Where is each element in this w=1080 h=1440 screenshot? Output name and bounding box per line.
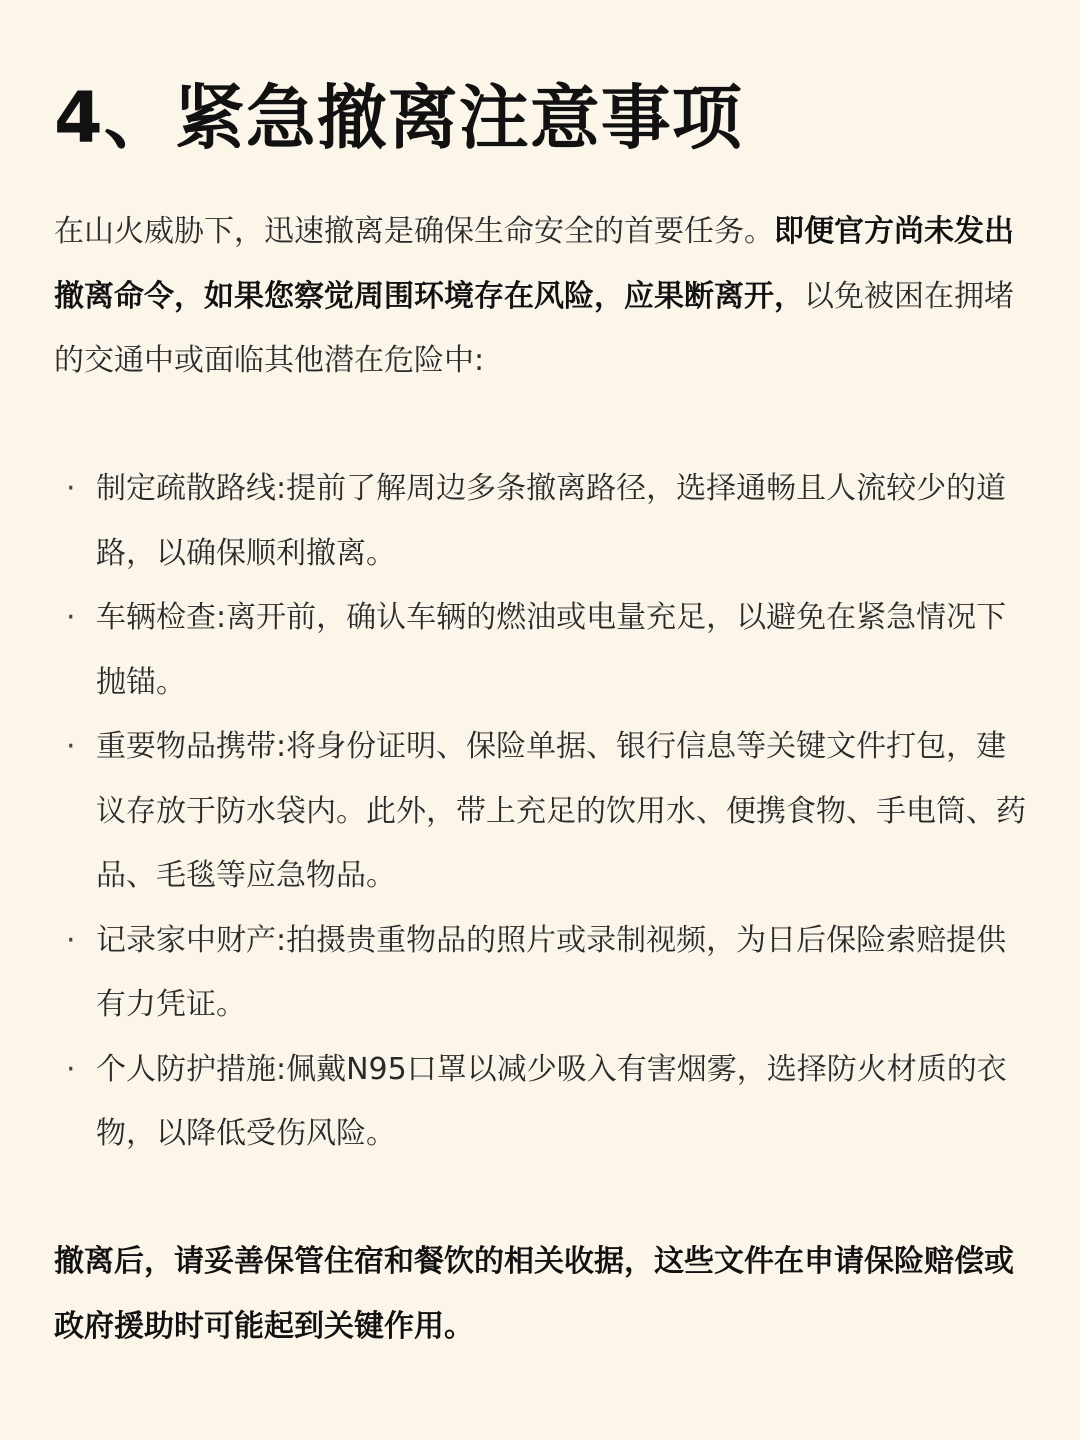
list-item <box>66 457 1028 586</box>
intro-normal-text: 在山火威胁下，迅速撤离是确保生命安全的首要任务。 <box>54 214 774 249</box>
page-title: 4、紧急撤离注意事项 <box>54 77 743 159</box>
bullet-dot: · <box>66 922 76 958</box>
list-item <box>66 715 1028 909</box>
bullet-dot: · <box>66 729 76 764</box>
list-item-text: 拍摄贵重物品的照片或录制视频，为日后保险索赔提供有力凭证。 <box>96 922 1007 1022</box>
list-item-text: 离开前，确认车辆的燃油或电量充足，以避免在紧急情况下抛锚。 <box>96 600 1007 700</box>
intro-bold-text: 即便官方尚未发出撤离命令，如果您察觉周围环境存在风险，应果断离开， <box>54 214 1014 314</box>
list-item-text: 提前了解周边多条撤离路径，选择通畅且人流较少的道路，以确保顺利撤离。 <box>96 471 1007 571</box>
bullet-dot: · <box>66 471 76 506</box>
list-item-label: 制定疏散路线: <box>96 471 287 506</box>
list-item <box>66 1038 1028 1167</box>
intro-paragraph <box>54 200 1034 394</box>
bullet-dot: · <box>66 1051 76 1087</box>
closing-paragraph: 撤离后，请妥善保管住宿和餐饮的相关收据，这些文件在申请保险赔偿或政府援助时可能起到关键作用。 <box>54 1244 1014 1344</box>
tips-list <box>66 457 1028 1167</box>
list-item-label: 重要物品携带: <box>96 729 287 764</box>
list-item <box>66 909 1028 1038</box>
list-item-label: 记录家中财产: <box>96 922 287 958</box>
list-item <box>66 586 1028 715</box>
list-item-text: 佩戴N95口罩以减少吸入有害烟雾，选择防火材质的衣物，以降低受伤风险。 <box>96 1051 1007 1151</box>
list-item-label: 车辆检查: <box>96 600 227 635</box>
intro-tail-text: 以免被困在拥堵的交通中或面临其他潜在危险中: <box>54 278 1014 378</box>
list-item-text: 将身份证明、保险单据、银行信息等关键文件打包，建议存放于防水袋内。此外，带上充足的饮用水、便携食物、手电筒、药品、毛毯等应急物品。 <box>96 729 1026 893</box>
bullet-dot: · <box>66 600 76 635</box>
list-item-label: 个人防护措施: <box>96 1051 287 1087</box>
